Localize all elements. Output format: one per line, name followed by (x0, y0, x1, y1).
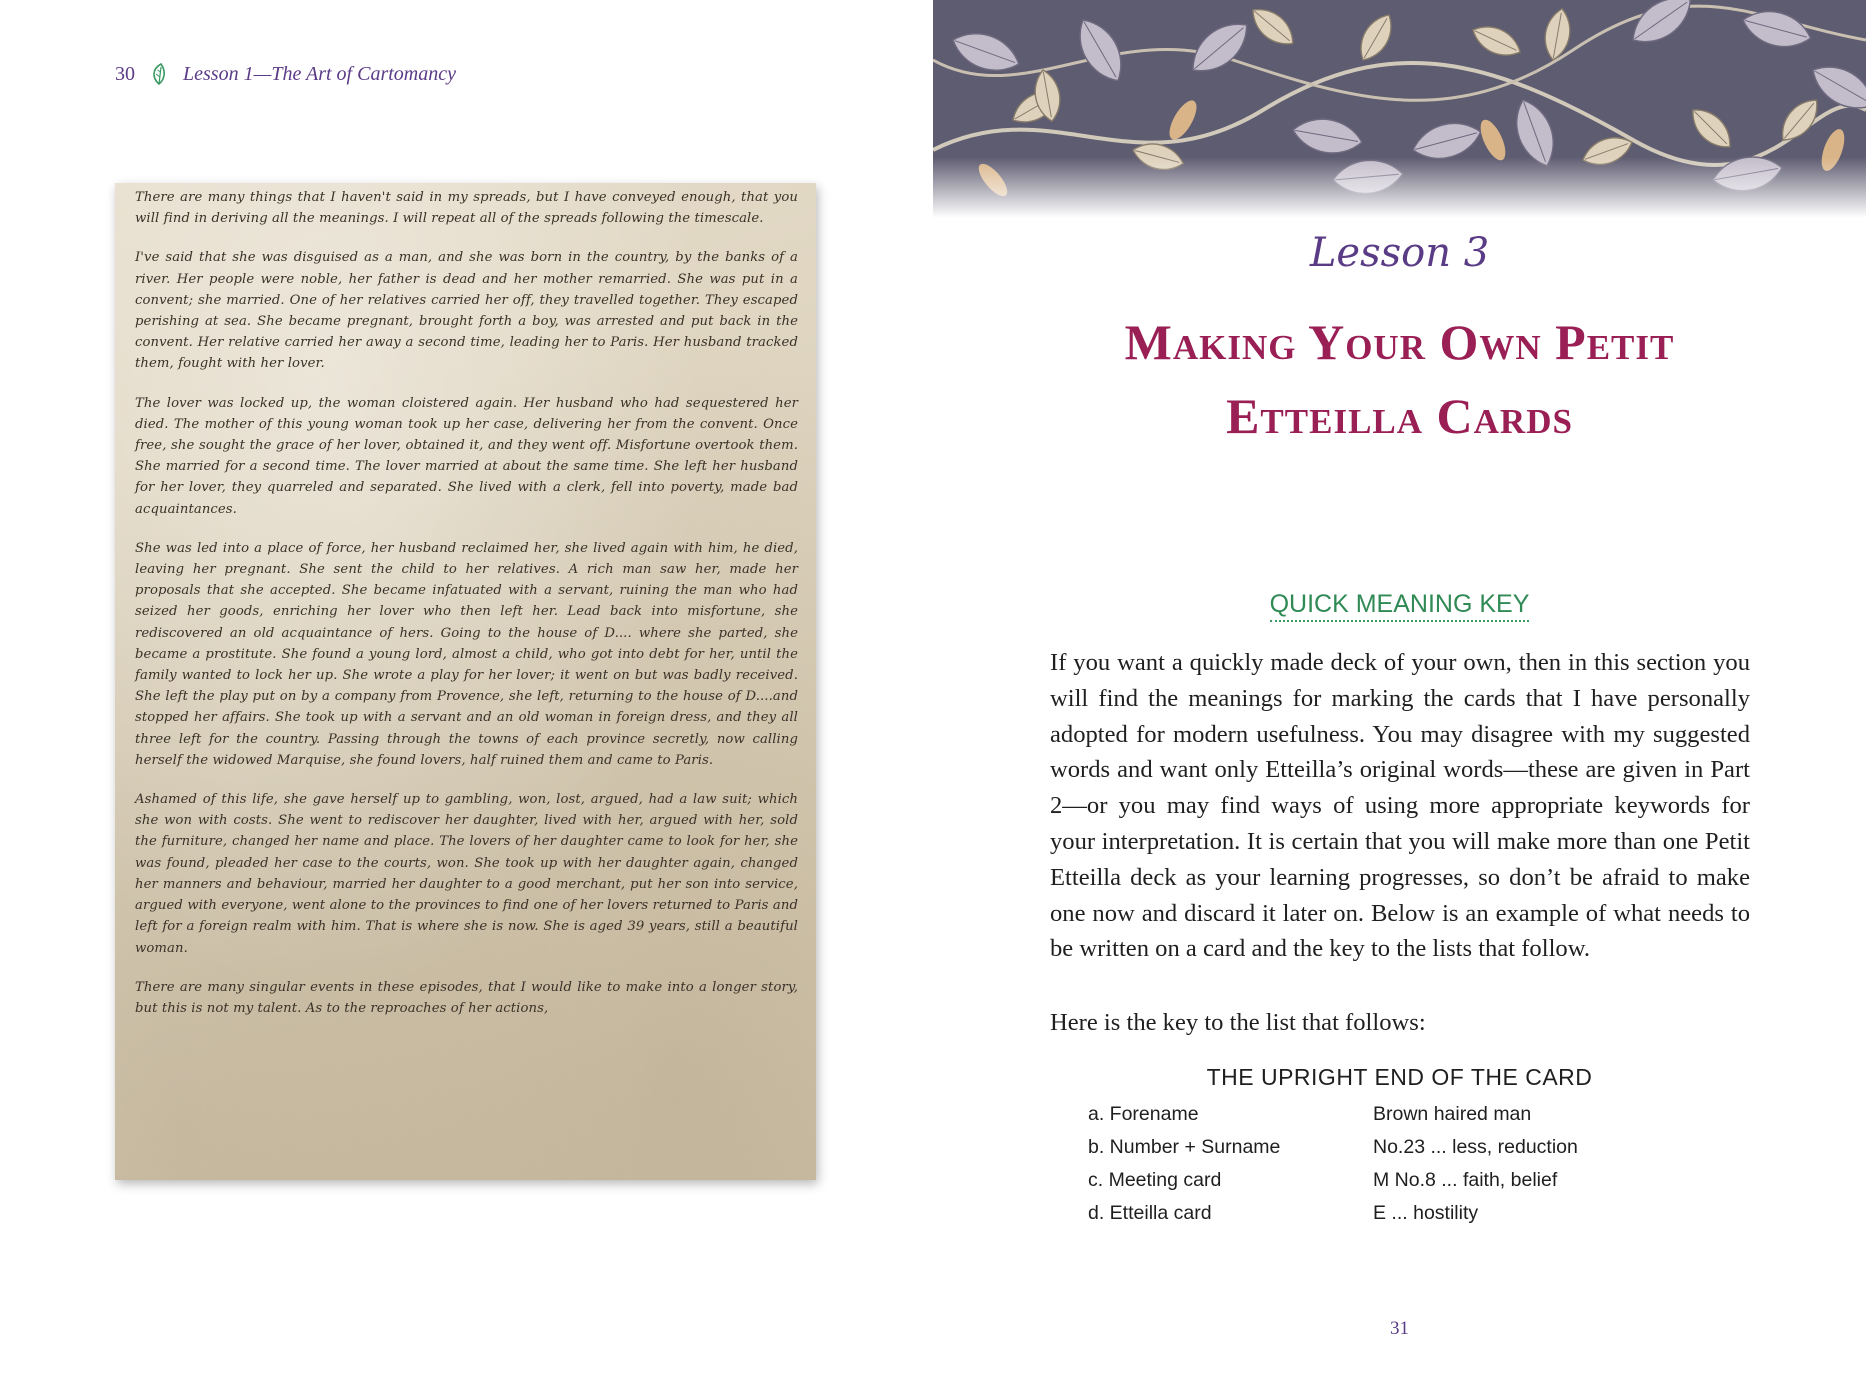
letter-paragraph: She was led into a place of force, her husband reclaimed her, she lived again with him, he died, leaving her pregnant. She sent the child to her relatives. A rich man saw her, made her proposals that she accepted. She became infatuated with a servant, ruining the man who had seized her goods, enriching her lover who then left her. Lead back into misfortune, she rediscovered an old acquaintance of hers. Going to the house of D.... where she parted, she became a prostitute. She found a young lord, almost a child, who got into debt for her, until the family wanted to lock her up. She wrote a play for her lover; it went on but was badly received. She left the play put on by a company from Provence, she left, returning to the house of D....and stopped her affairs. She took up with a servant and an old woman in foreign dress, and they all three left for the country. Passing through the towns of each province secretly, now calling herself the widowed Marquise, she found lovers, half ruined them and came to Paris. (135, 540, 798, 768)
key-label: d. Etteilla card (1088, 1202, 1212, 1224)
chapter-title-line: Etteilla Cards (1226, 388, 1573, 444)
section-heading (933, 590, 1866, 619)
leaf-ornament-icon (149, 62, 169, 86)
page-number-left: 30 (115, 62, 135, 85)
running-title: Lesson 1—The Art of Cartomancy (183, 62, 456, 85)
key-value: Brown haired man (1373, 1103, 1532, 1125)
right-page (933, 0, 1866, 1400)
section-heading-text: QUICK MEANING KEY (1270, 590, 1530, 622)
letter-paragraph: The lover was locked up, the woman cloistered again. Her husband who had sequestered her died. The mother of this young woman took up her case, delivering her from the convent. Once free, she sought the grace of her lover, obtained it, and they went off. Misfortune overtook them. She married for a second time. The lover married at about the same time. She left her husband for her lover, they quarreled and separated. She lived with a clerk, fell into poverty, made bad acquaintances. (135, 395, 798, 517)
key-intro: Here is the key to the list that follows: (1050, 1009, 1426, 1036)
decorative-leaf-banner (933, 0, 1866, 218)
table-heading: THE UPRIGHT END OF THE CARD (1206, 1064, 1593, 1090)
key-value: No.23 ... less, reduction (1373, 1136, 1578, 1158)
letter-paragraph: There are many things that I haven't said in my spreads, but I have conveyed enough, that you will find in deriving all the meanings. I will repeat all of the spreads following the timescale. (135, 190, 798, 227)
letter-paragraph: Ashamed of this life, she gave herself up to gambling, won, lost, argued, had a law suit; which she won with costs. She went to rediscover her daughter, lived with her, argued with her, sold the furniture, changed her name and place. The lovers of her daughter came to look for her, she was found, pleaded her case to the courts, won. She took up with her daughter again, changed her manners and behaviour, married her daughter to a good merchant, put her son into service, argued with everyone, went alone to the provinces to find one of her lovers returned to Paris and left for a foreign realm with him. That is where she is now. She is aged 39 years, still a beautiful woman. (135, 792, 798, 956)
body-paragraph: If you want a quickly made deck of your own, then in this section you will find the meanings for marking the cards that I have personally adopted for modern usefulness. You may disagree with my suggested words and want only Etteilla’s original words—these are given in Part 2—or you may find ways of using more appropriate keywords for your interpretation. It is certain that you will make more than one Petit Etteilla deck as your learning progresses, so don’t be afraid to make one now and discard it later on. Below is an example of what needs to be written on a card and the key to the lists that follow. (1050, 649, 1750, 963)
leaf-pattern-icon (933, 0, 1866, 218)
key-label: c. Meeting card (1088, 1169, 1222, 1191)
page-number-right: 31 (1390, 1318, 1409, 1339)
key-value: E ... hostility (1373, 1202, 1479, 1224)
chapter-title-line: Making Your Own Petit (1124, 314, 1675, 370)
letter-text (135, 187, 798, 1037)
lesson-label: Lesson 3 (1309, 230, 1490, 276)
key-value: M No.8 ... faith, belief (1373, 1169, 1558, 1191)
key-label: b. Number + Surname (1088, 1136, 1281, 1158)
running-head (115, 62, 456, 86)
letter-paragraph: There are many singular events in these episodes, that I would like to make into a longer story, but this is not my talent. As to the reproaches of her actions, (135, 979, 798, 1016)
letter-paragraph: I've said that she was disguised as a man, and she was born in the country, by the banks of a river. Her people were noble, her father is dead and her mother remarried. She was put in a convent; she married. One of her relatives carried her off, they travelled together. They escaped perishing at sea. She became pregnant, brought forth a boy, was arrested and put back in the convent. Her relative carried her away a second time, leading her to Paris. Her husband tracked them, fought with her lover. (135, 250, 798, 372)
handwritten-letter-image (115, 183, 816, 1180)
key-label: a. Forename (1088, 1103, 1199, 1125)
chapter-title (993, 305, 1806, 453)
